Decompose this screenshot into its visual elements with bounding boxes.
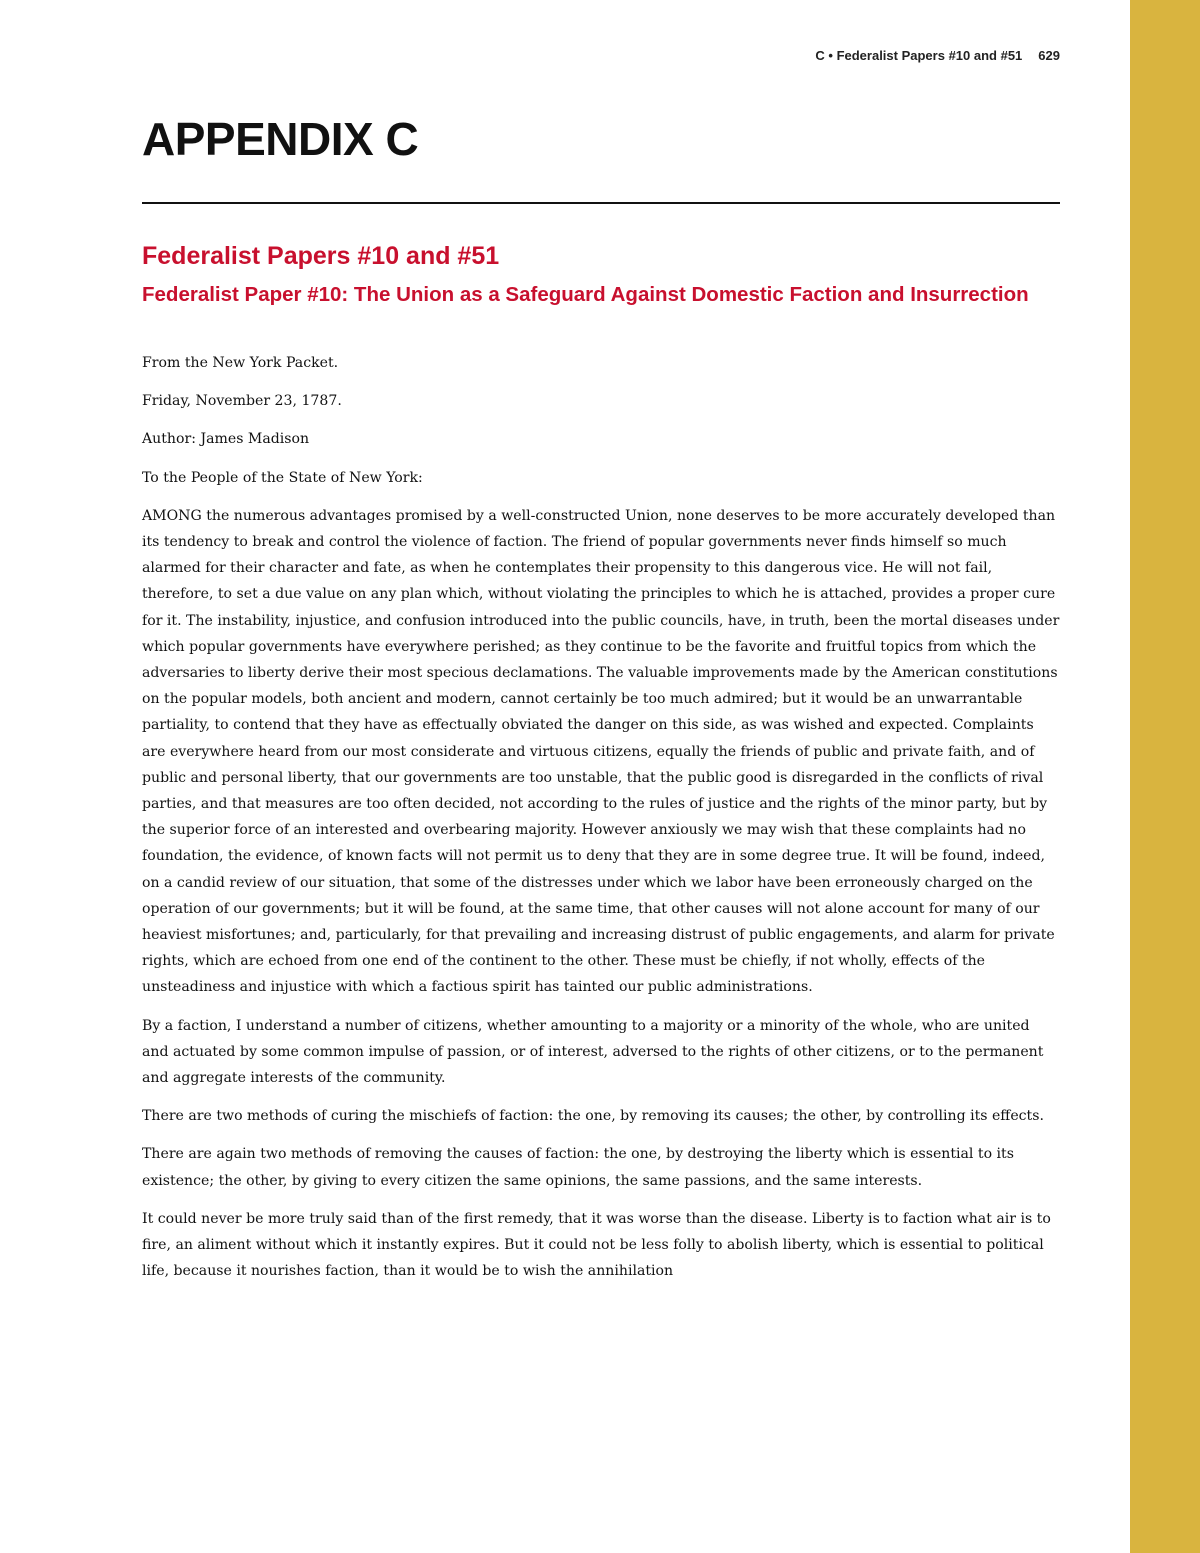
running-title: C • Federalist Papers #10 and #51 [815, 48, 1023, 63]
section-title: Federalist Papers #10 and #51 [142, 242, 500, 270]
paragraph: There are again two methods of removing the causes of faction: the one, by destroying the liberty which is essential to its existence; the other, by giving to every citizen the same opinions, the same passions, and the same interests. [142, 1146, 1014, 1189]
paragraph: There are two methods of curing the mischiefs of faction: the one, by removing its causes; the other, by controlling its effects. [142, 1108, 1044, 1125]
source-line: From the New York Packet. [142, 355, 339, 371]
appendix-title: APPENDIX C [142, 113, 419, 165]
author-line: Author: James Madison [142, 431, 310, 448]
sidebar-color-strip [1130, 0, 1200, 1553]
running-header [700, 48, 1060, 63]
title-divider [142, 202, 1060, 204]
paragraph: It could never be more truly said than of the first remedy, that it was worse than the disease. Liberty is to faction what air is to fire, an aliment without which it instantly expires. But it could not be less folly to abolish liberty, which is essential to political life, because it nourishes faction, than it would be to wish the annihilation [142, 1210, 1051, 1280]
date-line: Friday, November 23, 1787. [142, 393, 342, 410]
document-body [142, 350, 1060, 1297]
subsection-title: Federalist Paper #10: The Union as a Safeguard Against Domestic Faction and Insurrection [142, 283, 1029, 306]
paragraph: By a faction, I understand a number of citizens, whether amounting to a majority or a minority of the whole, who are united and actuated by some common impulse of passion, or of interest, adversed to the rights of other citizens, or to the permanent and aggregate interests of the community. [142, 1017, 1044, 1087]
salutation: To the People of the State of New York: [142, 469, 423, 486]
page-number: 629 [1038, 48, 1060, 63]
paragraph: AMONG the numerous advantages promised by a well-constructed Union, none deserves to be more accurately developed than its tendency to break and control the violence of faction. The friend of popular governments never finds himself so much alarmed for their character and fate, as when he contemplates their propensity to this dangerous vice. He will not fail, therefore, to set a due value on any plan which, without violating the principles to which he is attached, provides a proper cure for it. The instability, injustice, and confusion introduced into the public councils, have, in truth, been the mortal diseases under which popular governments have everywhere perished; as they continue to be the favorite and fruitful topics from which the adversaries to liberty derive their most specious declamations. The valuable improvements made by the American constitutions on the popular models, both ancient and modern, cannot certainly be too much admired; but it would be an unwarrantable partiality, to contend that they have as effectually obviated the danger on this side, as was wished and expected. Complaints are everywhere heard from our most considerate and virtuous citizens, equally the friends of public and private faith, and of public and personal liberty, that our governments are too unstable, that the public good is disregarded in the conflicts of rival parties, and that measures are too often decided, not according to the rules of justice and the rights of the minor party, but by the superior force of an interested and overbearing majority. However anxiously we may wish that these complaints had no foundation, the evidence, of known facts will not permit us to deny that they are in some degree true. It will be found, indeed, on a candid review of our situation, that some of the distresses under which we labor have been erroneously charged on the operation of our governments; but it will be found, at the same time, that other causes will not alone account for many of our heaviest misfortunes; and, particularly, for that prevailing and increasing distrust of public engagements, and alarm for private rights, which are echoed from one end of the continent to the other. These must be chiefly, if not wholly, effects of the unsteadiness and injustice with which a factious spirit has tainted our public administrations. [142, 507, 1060, 996]
